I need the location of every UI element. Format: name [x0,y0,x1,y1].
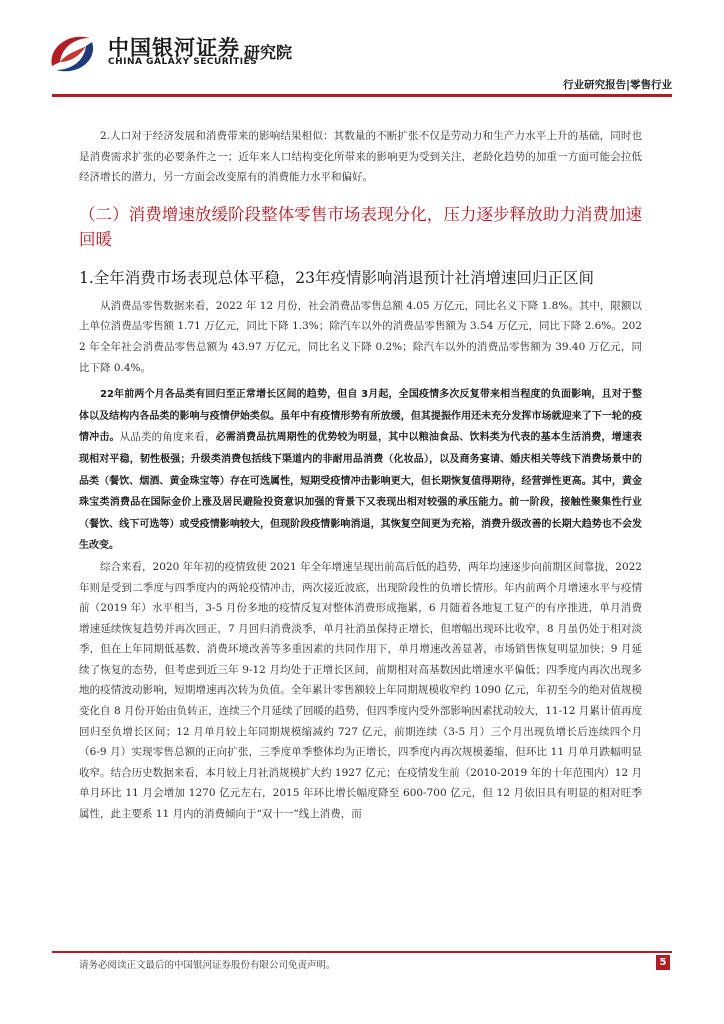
company-name-en: CHINA GALAXY SECURITIES [108,57,258,67]
paragraph-category-analysis [79,384,642,557]
category-detail-bold: 必需消费品抗周期性的优势较为明显，其中以粮油食品、饮料类为代表的基本生活消费，增速表现相对平稳，韧性极强；升级类消费包括线下渠道内的非耐用品消费（化妆品），以及商务宴请、婚庆相关等线下消费场景中的品类（餐饮、烟酒、黄金珠宝等）存在可选属性，短期受疫情冲击影响更大，但长期恢复值得期待，经营弹性更高。其中，黄金珠宝类消费品在国际金价上涨及居民避险投资意识加强的背景下又表现出相对较强的承压能力。前一阶段，接触性聚集性行业（餐饮、线下可选等）或受疫情影响较大，但现阶段疫情影响消退，其恢复空间更为充裕，消费升级改善的长期大趋势也不会发生改变。 [79,432,643,552]
page-header [0,0,724,100]
paragraph-population: 2.人口对于经济发展和消费带来的影响结果相似：其数量的不断扩张不仅是劳动力和生产力水平上升的基础，同时也是消费需求扩张的必要条件之一；近年来人口结构变化所带来的影响更为受到关注，老龄化趋势的加重一方面可能会拉低经济增长的潜力，另一方面会改变原有的消费能力水平和偏好。 [79,130,642,184]
institute-label: 研究院 [244,43,293,62]
report-type-label: 行业研究报告|零售行业 [563,79,672,91]
company-name-cn: 中国银河证券 [108,36,240,60]
paragraph-retail-data: 从消费品零售数据来看，2022 年 12 月份，社会消费品零售总额 4.05 万亿元，同比名义下降 1.8%。其中，限额以上单位消费品零售额 1.71 万亿元，同比下降 1.3%；除汽车以外的消费品零售额为 3.54 万亿元，同比下降 2.6%。2022 年全年社会消费品零售总额为 43.97 万亿元，同比名义下降 0.2%；除汽车以外的消费品零售额为 39.40 万亿元，同比下降 0.4%。 [79,299,642,374]
category-lead-bold: 22年前两个月各品类有回归至正常增长区间的趋势，但自 3月起，全国疫情多次反复带来相当程度的负面影响，且对于整体以及结构内各品类的影响与疫情伊始类似。虽年中有疫情形势有所放缓，但其提振作用还未充分发挥市场就迎来了下一轮的疫情冲击。 [79,389,642,444]
subsection-heading: 1.全年消费市场表现总体平稳，23年疫情影响消退预计社消增速回归正区间 [79,268,595,287]
page-number: 5 [656,955,670,970]
header-divider [52,94,672,97]
footer-disclaimer: 请务必阅读正文最后的中国银河证券股份有限公司免责声明。 [79,960,336,971]
category-perspective: 从品类的角度来看， [119,431,216,444]
section-heading: （二）消费增速放缓阶段整体零售市场表现分化，压力逐步释放助力消费加速回暖 [79,204,642,249]
footer-divider [52,951,672,953]
galaxy-logo-icon [40,22,104,86]
report-body [79,126,642,825]
paragraph-overall-trend: 综合来看，2020 年年初的疫情致使 2021 年全年增速呈现出前高后低的趋势，两年均速逐步向前期区间靠拢，2022 年则是受到二季度与四季度内的两轮疫情冲击，两次接近波底，出现阶段性的负增长情形。年内前两个月增速水平与疫情前（2019 年）水平相当，3-5 月份多地的疫情反复对整体消费形成拖累，6 月随着各地复工复产的有序推进，单月消费增速延续恢复趋势并再次回正，7 月回归消费淡季，单月社消虽保持正增长，但增幅出现环比收窄，8 月虽仍处于相对淡季，但在上年同期低基数、消费环境改善等多重因素的共同作用下，单月增速改善显著，市场销售恢复明显加快；9 月延续了恢复的态势，但考虑到近三年 9-12 月均处于正增长区间，前期相对高基数因此增速水平偏低；四季度内再次出现多地的疫情波动影响，短期增速再次转为负值。全年累计零售额较上年同期规模收窄约 1090 亿元，年初至今的绝对值规模变化自 8 月份开始由负转正，连续三个月延续了回暖的趋势，但四季度内受外部影响因素扰动较大，11-12 月累计值再度回归至负增长区间；12 月单月较上年同期规模缩减约 727 亿元，前期连续（3-5 月）三个月出现负增长后连续四个月（6-9 月）实现零售总额的正向扩张，三季度单季整体均为正增长，四季度内再次规模萎缩，但环比 11 月单月跌幅明显收窄。结合历史数据来看，本月较上月社消规模扩大约 1927 亿元；在疫情发生前（2010-2019 年的十年范围内）12 月单月环比 11 月会增加 1270 亿元左右，2015 年环比增长幅度降至 600-700 亿元，但 12 月依旧具有明显的相对旺季属性，此主要系 11 月内的消费倾向于“双十一”线上消费，而 [79,560,643,821]
